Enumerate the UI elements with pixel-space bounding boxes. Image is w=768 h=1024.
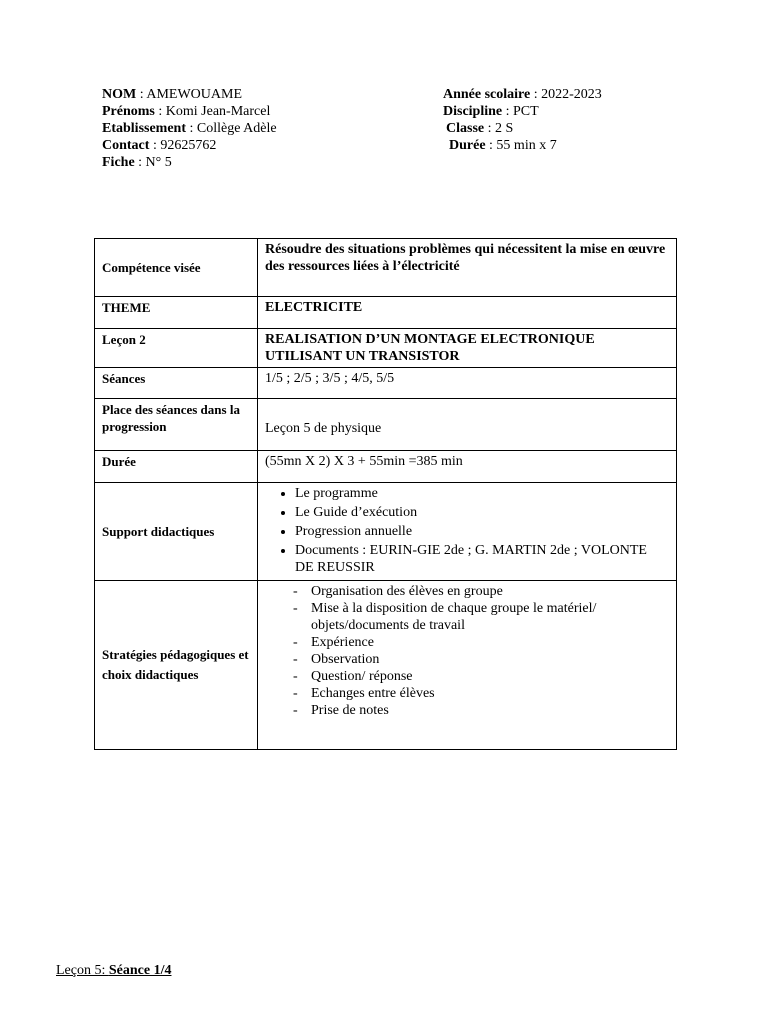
list-item: • Le programme [295, 485, 669, 502]
annee-value: : 2022-2023 [530, 87, 602, 102]
fiche-label: Fiche [102, 155, 135, 170]
list-item: - Mise à la disposition de chaque groupe le matériel/ objets/documents de travail [311, 600, 669, 634]
footer-seance: Séance 1/4 [108, 963, 172, 978]
support-list [265, 485, 669, 576]
list-item: • Le Guide d’exécution [295, 504, 669, 521]
footer-lecon-seance [56, 963, 171, 979]
etablissement-label: Etablissement [102, 121, 186, 136]
duree-label: Durée [449, 138, 486, 153]
strategies-value [258, 581, 677, 750]
list-item: • Progression annuelle [295, 523, 669, 540]
header-fiche [102, 154, 172, 171]
footer-prefix: Leçon 5: [56, 963, 109, 978]
support-value [258, 483, 677, 581]
support-label: Support didactiques [95, 483, 258, 581]
table-row-theme [95, 297, 677, 329]
strategies-label: Stratégies pédagogiques et choix didactiques [95, 581, 258, 750]
list-item: - Echanges entre élèves [311, 685, 669, 702]
header-classe [446, 120, 513, 137]
theme-label: THEME [95, 297, 258, 329]
header-duree [449, 137, 557, 154]
nom-value: : AMEWOUAME [136, 87, 242, 102]
discipline-label: Discipline [443, 104, 503, 119]
fiche-value: : N° 5 [134, 155, 172, 170]
lecon-label: Leçon 2 [95, 329, 258, 368]
contact-label: Contact [102, 138, 150, 153]
classe-value: : 2 S [484, 121, 514, 136]
table-row-support [95, 483, 677, 581]
list-item: • Documents : EURIN-GIE 2de ; G. MARTIN 2de ; VOLONTE DE REUSSIR [295, 542, 669, 576]
table-row-lecon [95, 329, 677, 368]
prenoms-value: : Komi Jean-Marcel [154, 104, 271, 119]
duree-value: : 55 min x 7 [485, 138, 557, 153]
strategies-list [265, 583, 669, 719]
etablissement-value: : Collège Adèle [186, 121, 277, 136]
discipline-value: : PCT [502, 104, 539, 119]
header-prenoms [102, 103, 270, 120]
list-item: - Observation [311, 651, 669, 668]
fiche-table [94, 238, 677, 750]
header-discipline [443, 103, 539, 120]
header-etablissement [102, 120, 277, 137]
lecon-value: REALISATION D’UN MONTAGE ELECTRONIQUE UTILISANT UN TRANSISTOR [258, 329, 677, 368]
competence-value: Résoudre des situations problèmes qui nécessitent la mise en œuvre des ressources liées à l’électricité [258, 239, 677, 297]
list-item: - Expérience [311, 634, 669, 651]
nom-label: NOM [102, 87, 137, 102]
duree-row-label: Durée [95, 451, 258, 483]
seances-label: Séances [95, 368, 258, 399]
duree-row-value: (55mn X 2) X 3 + 55min =385 min [258, 451, 677, 483]
prenoms-label: Prénoms [102, 104, 155, 119]
list-item: - Organisation des élèves en groupe [311, 583, 669, 600]
competence-label: Compétence visée [95, 239, 258, 297]
place-value: Leçon 5 de physique [258, 399, 677, 451]
table-row-place [95, 399, 677, 451]
list-item: - Question/ réponse [311, 668, 669, 685]
table-row-duree [95, 451, 677, 483]
place-label: Place des séances dans la progression [95, 399, 258, 451]
header-annee [443, 86, 602, 103]
annee-label: Année scolaire [443, 87, 531, 102]
list-item: - Prise de notes [311, 702, 669, 719]
table-row-seances [95, 368, 677, 399]
contact-value: : 92625762 [149, 138, 217, 153]
table-row-strategies [95, 581, 677, 750]
seances-value: 1/5 ; 2/5 ; 3/5 ; 4/5, 5/5 [258, 368, 677, 399]
table-row-competence [95, 239, 677, 297]
theme-value: ELECTRICITE [258, 297, 677, 329]
classe-label: Classe [446, 121, 485, 136]
header-contact [102, 137, 216, 154]
header-nom [102, 86, 242, 103]
